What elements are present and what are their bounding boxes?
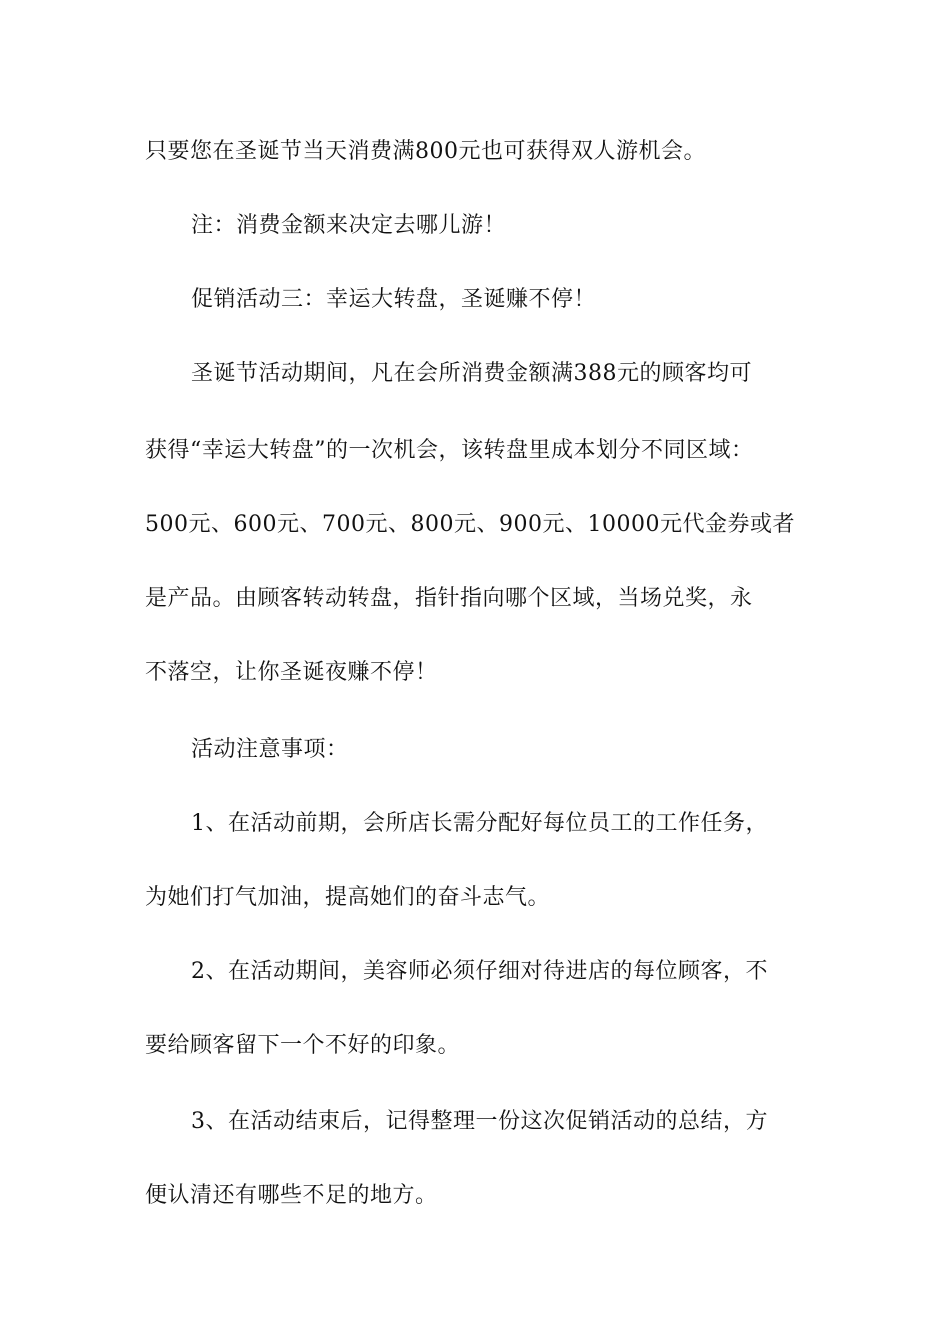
text-line: 要给顾客留下一个不好的印象。 xyxy=(145,1033,461,1058)
text-line: 500元、600元、700元、800元、900元、10000元代金券或者 xyxy=(145,512,795,537)
text-line: 注：消费金额来决定去哪儿游！ xyxy=(191,213,507,238)
text-line: 便认清还有哪些不足的地方。 xyxy=(145,1183,438,1208)
text-line: 活动注意事项： xyxy=(191,737,349,762)
text-line: 为她们打气加油，提高她们的奋斗志气。 xyxy=(145,885,551,910)
text-line: 圣诞节活动期间，凡在会所消费金额满388元的顾客均可 xyxy=(191,361,752,386)
text-line: 促销活动三：幸运大转盘，圣诞赚不停！ xyxy=(191,287,597,312)
text-line: 2、在活动期间，美容师必须仔细对待进店的每位顾客，不 xyxy=(191,959,768,984)
text-line: 只要您在圣诞节当天消费满800元也可获得双人游机会。 xyxy=(145,139,706,164)
text-line: 3、在活动结束后，记得整理一份这次促销活动的总结，方 xyxy=(191,1109,768,1134)
text-line: 获得“幸运大转盘”的一次机会，该转盘里成本划分不同区域： xyxy=(145,438,754,463)
text-line: 不落空，让你圣诞夜赚不停！ xyxy=(145,660,438,685)
text-line: 是产品。由顾客转动转盘，指针指向哪个区域，当场兑奖，永 xyxy=(145,586,753,611)
text-line: 1、在活动前期，会所店长需分配好每位员工的工作任务， xyxy=(191,811,768,836)
